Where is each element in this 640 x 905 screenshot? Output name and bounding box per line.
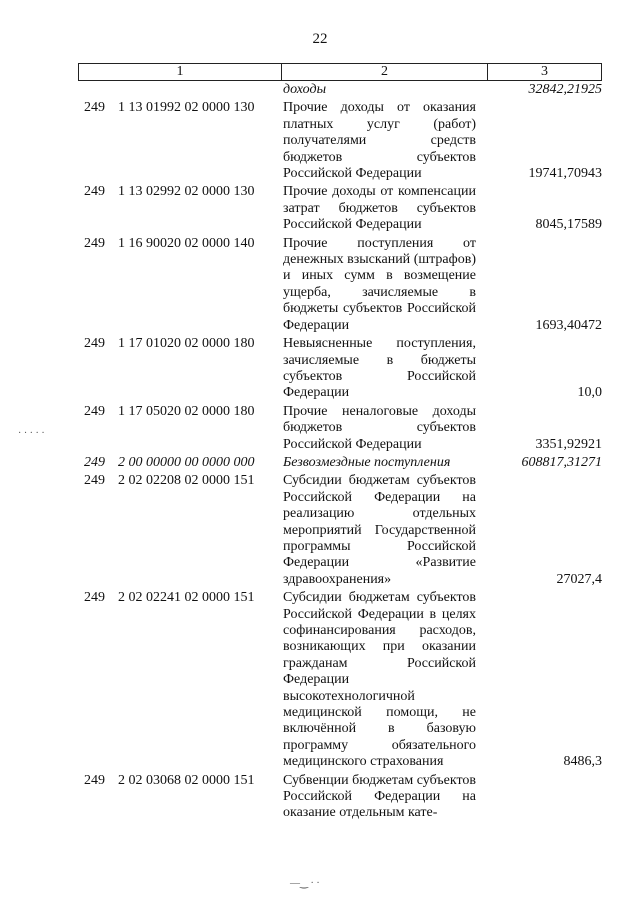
amount: 27027,4 bbox=[556, 571, 602, 587]
header-col-3: 3 bbox=[541, 64, 548, 79]
budget-code: 2 02 02241 02 0000 151 bbox=[118, 590, 255, 606]
revenue-name: Невыясненные поступления, зачисляемые в бюджеты субъектов Российской Федерации bbox=[283, 336, 476, 401]
revenue-name: Субвенции бюджетам субъектов Российской Федерации на оказание отдельным кате- bbox=[283, 772, 476, 821]
revenue-name: Прочие поступления от денежных взысканий (штрафов) и иных сумм в возмещение ущерба, зачисляемые в бюджеты субъектов Российской Федерации bbox=[283, 235, 476, 333]
table-row bbox=[0, 336, 640, 402]
amount: 10,0 bbox=[577, 385, 602, 401]
amount: 1693,40472 bbox=[535, 317, 602, 333]
budget-code: 1 17 05020 02 0000 180 bbox=[118, 403, 255, 419]
admin-code: 249 bbox=[84, 473, 105, 489]
table-row bbox=[0, 455, 640, 471]
budget-code: 2 00 00000 00 0000 000 bbox=[118, 454, 255, 470]
admin-code: 249 bbox=[84, 772, 105, 788]
table-row bbox=[0, 404, 640, 453]
table-header bbox=[78, 63, 602, 81]
amount: 3351,92921 bbox=[535, 436, 602, 452]
table-row bbox=[0, 236, 640, 334]
table-row bbox=[0, 473, 640, 588]
header-col-1: 1 bbox=[79, 64, 282, 80]
budget-code: 1 13 01992 02 0000 130 bbox=[118, 100, 255, 116]
revenue-name: Субсидии бюджетам субъектов Российской Федерации на реализацию отдельных мероприятий Государственной программы Российской Федерации «Развитие здравоохранения» bbox=[283, 473, 476, 587]
revenue-name: Безвозмездные поступления bbox=[283, 454, 451, 470]
table-row bbox=[0, 184, 640, 233]
amount: 608817,31271 bbox=[521, 454, 602, 470]
amount: 8486,3 bbox=[563, 754, 602, 770]
admin-code: 249 bbox=[84, 235, 105, 251]
amount: 32842,21925 bbox=[528, 82, 602, 97]
budget-code: 1 16 90020 02 0000 140 bbox=[118, 235, 255, 251]
admin-code: 249 bbox=[84, 184, 105, 200]
budget-code: 2 02 02208 02 0000 151 bbox=[118, 473, 255, 489]
budget-code: 1 17 01020 02 0000 180 bbox=[118, 336, 255, 352]
table-row bbox=[0, 100, 640, 182]
table-body bbox=[0, 82, 640, 822]
table-row bbox=[0, 590, 640, 770]
revenue-name: Прочие доходы от оказания платных услуг (работ) получателями средств бюджетов субъектов Российской Федерации bbox=[283, 100, 476, 182]
revenue-name: Субсидии бюджетам субъектов Российской Федерации в целях софинансирования расходов, возникающих при оказании гражданам Российской Федерации высокотехнологичной медицинской помощи, не включённой в базовую программу обязательного медицинского страхования bbox=[283, 590, 476, 770]
admin-code: 249 bbox=[84, 336, 105, 352]
amount: 19741,70943 bbox=[528, 166, 602, 182]
table-row bbox=[0, 82, 640, 98]
scan-artifact: · · · · · bbox=[18, 428, 45, 439]
page-number: 22 bbox=[312, 31, 328, 47]
revenue-name: Прочие неналоговые доходы бюджетов субъектов Российской Федерации bbox=[283, 403, 476, 452]
revenue-name: доходы bbox=[283, 82, 327, 97]
budget-code: 1 13 02992 02 0000 130 bbox=[118, 184, 255, 200]
amount: 8045,17589 bbox=[535, 217, 602, 233]
header-col-2: 2 bbox=[282, 64, 488, 80]
admin-code: 249 bbox=[84, 403, 105, 419]
admin-code: 249 bbox=[84, 100, 105, 116]
revenue-name: Прочие доходы от компенсации затрат бюджетов субъектов Российской Федерации bbox=[283, 184, 476, 233]
scan-artifact: —‿ · · bbox=[290, 878, 320, 889]
table-row bbox=[0, 773, 640, 822]
admin-code: 249 bbox=[84, 590, 105, 606]
budget-code: 2 02 03068 02 0000 151 bbox=[118, 772, 255, 788]
admin-code: 249 bbox=[84, 454, 105, 470]
